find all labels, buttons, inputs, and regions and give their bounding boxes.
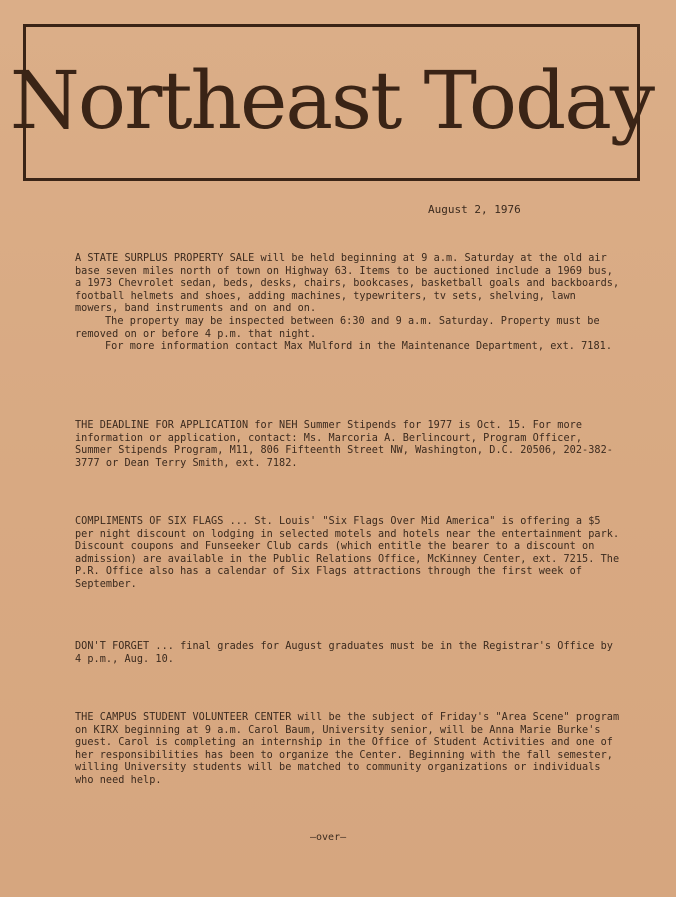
news-item-paragraph: DON'T FORGET ... final grades for August graduates must be in the Registrar's Office by 4 p.m., Aug. 10. [75,641,613,665]
news-item-volunteer-center [75,712,623,788]
news-item-paragraph: THE DEADLINE FOR APPLICATION for NEH Summer Stipends for 1977 is Oct. 15. For more information or application, contact: Ms. Marcoria A. Berlincourt, Program Officer, Summer Stipends Program, M11, 806 Fifteenth Street NW, Washington, D.C. 20506, 202-382-3777 or Dean Terry Smith, ext. 7182. [75,420,613,469]
news-item-neh-stipends [75,420,623,470]
news-item-six-flags [75,516,623,592]
issue-date: August 2, 1976 [428,203,521,216]
news-item-paragraph: The property may be inspected between 6:30 and 9 a.m. Saturday. Property must be removed on or before 4 p.m. that night. [75,315,600,340]
news-item-paragraph: A STATE SURPLUS PROPERTY SALE will be held beginning at 9 a.m. Saturday at the old air base seven miles north of town on Highway 63. Items to be auctioned include a 1969 bus, a 1973 Chevrolet sedan, beds, desks, chairs, bookcases, basketball goals and backboards, football helmets and shoes, adding machines, typewriters, tv sets, shelving, lawn mowers, band instruments and on and on. [75,253,620,315]
news-item-paragraph: THE CAMPUS STUDENT VOLUNTEER CENTER will be the subject of Friday's "Area Scene" program on KIRX beginning at 9 a.m. Carol Baum, University senior, will be Anna Marie Burke's guest. Carol is completing an internship in the Office of Student Activities and one of her responsibilities has been to organize the Center. Beginning with the fall semester, willing University students will be matched to community organizations or individuals who need help. [75,712,620,786]
news-item-paragraph: For more information contact Max Mulford in the Maintenance Department, ext. 7181. [105,341,613,353]
news-item-final-grades [75,641,623,666]
masthead-box [9,24,654,181]
masthead-title: Northeast Today [9,53,654,147]
page-footer-over: —over— [310,832,347,843]
news-item-surplus-sale [75,253,623,354]
news-item-paragraph: COMPLIMENTS OF SIX FLAGS ... St. Louis' "Six Flags Over Mid America" is offering a $5 per night discount on lodging in selected motels and hotels near the entertainment park. Discount coupons and Funseeker Club cards (which entitle the bearer to a discount on admission) are available in the Public Relations Office, McKinney Center, ext. 7215. The P.R. Office also has a calendar of Six Flags attractions through the first week of September. [75,516,620,590]
